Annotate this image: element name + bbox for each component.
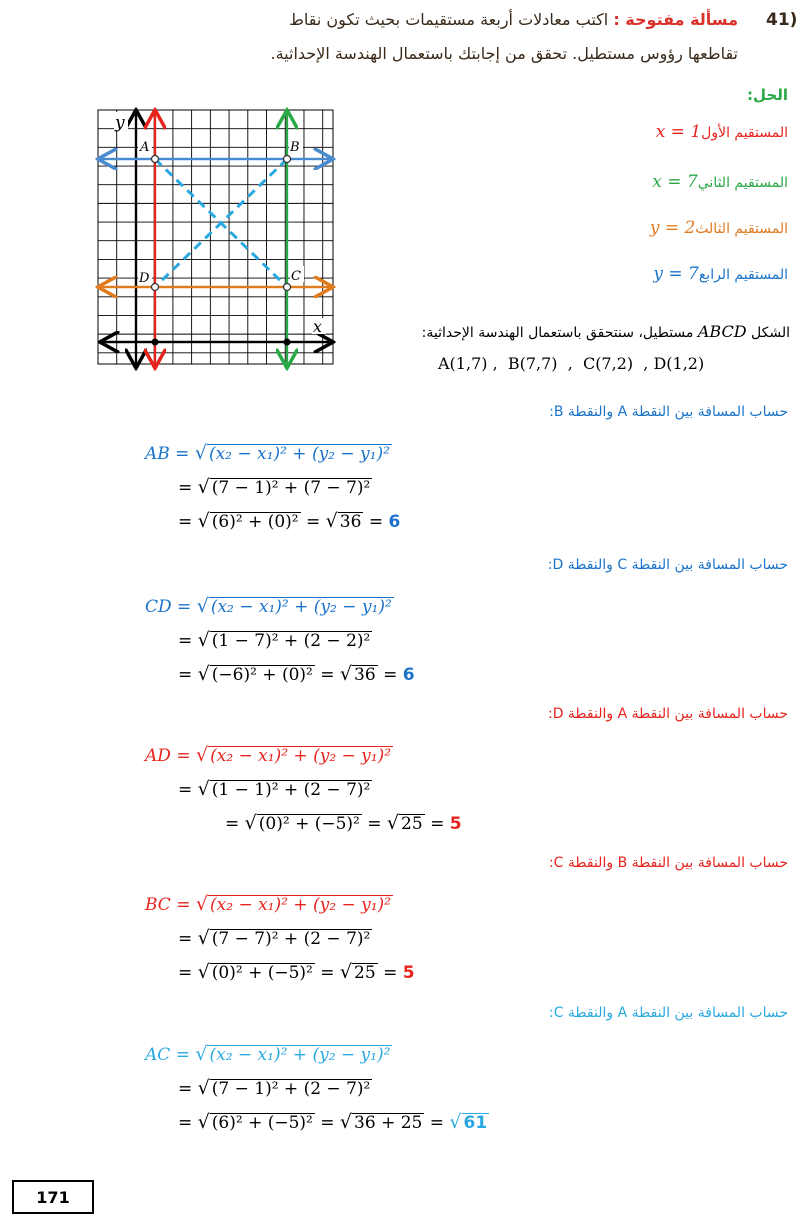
result-line-ab: = √ (6)² + (0)² = √ 36 = 6 bbox=[178, 510, 401, 532]
result-line-cd: = √ (−6)² + (0)² = √ 36 = 6 bbox=[178, 663, 415, 685]
page-number: 171 bbox=[12, 1180, 94, 1214]
formula-ac: AC = √ (x₂ − x₁)² + (y₂ − y₁)² bbox=[145, 1043, 391, 1065]
question-head: مسألة مفتوحة : bbox=[613, 10, 738, 29]
label-c: C bbox=[291, 269, 301, 284]
shape-statement: الشكل ABCD مستطيل، سنتحقق باستعمال الهندسة الإحداثية: bbox=[421, 322, 790, 341]
line-def-1: المستقيم الأولx = 1 bbox=[655, 122, 788, 142]
section-heading-bc: حساب المسافة بين النقطة B والنقطة C: bbox=[548, 855, 788, 871]
x-intercept-7 bbox=[284, 339, 291, 346]
distance-result: 61 bbox=[463, 1113, 488, 1133]
section-heading-cd: حساب المسافة بين النقطة C والنقطة D: bbox=[547, 557, 788, 573]
label-a: A bbox=[140, 140, 150, 155]
question-number: 41) bbox=[766, 10, 798, 30]
line-def-4: المستقيم الرابعy = 7 bbox=[653, 264, 788, 284]
solution-label: الحل: bbox=[747, 86, 788, 104]
distance-result: 5 bbox=[402, 963, 415, 983]
substitution-ad: = √ (1 − 1)² + (2 − 7)² bbox=[178, 778, 371, 800]
vertex-a bbox=[152, 156, 159, 163]
formula-ab: AB = √ (x₂ − x₁)² + (y₂ − y₁)² bbox=[145, 442, 390, 464]
section-heading-ab: حساب المسافة بين النقطة A والنقطة B: bbox=[549, 404, 788, 420]
substitution-cd: = √ (1 − 7)² + (2 − 2)² bbox=[178, 629, 371, 651]
result-line-ad: = √ (0)² + (−5)² = √ 25 = 5 bbox=[225, 812, 462, 834]
section-heading-ac: حساب المسافة بين النقطة A والنقطة C: bbox=[548, 1005, 788, 1021]
question-line-2: تقاطعها رؤوس مستطيل. تحقق من إجابتك باستعمال الهندسة الإحداثية. bbox=[270, 44, 738, 63]
label-x-axis: x bbox=[313, 317, 323, 336]
vertex-b bbox=[284, 156, 291, 163]
coordinate-graph bbox=[88, 100, 348, 372]
question-text-1: اكتب معادلات أربعة مستقيمات بحيث تكون نقاط bbox=[289, 10, 609, 29]
formula-cd: CD = √ (x₂ − x₁)² + (y₂ − y₁)² bbox=[145, 595, 392, 617]
distance-result: 6 bbox=[402, 665, 415, 685]
line-def-3: المستقيم الثالثy = 2 bbox=[649, 218, 788, 238]
section-heading-ad: حساب المسافة بين النقطة A والنقطة D: bbox=[547, 706, 788, 722]
distance-result: 5 bbox=[449, 814, 462, 834]
result-line-ac: = √ (6)² + (−5)² = √ 36 + 25 = √ 61 bbox=[178, 1111, 488, 1133]
substitution-bc: = √ (7 − 7)² + (2 − 7)² bbox=[178, 927, 371, 949]
x-intercept-1 bbox=[152, 339, 159, 346]
label-d: D bbox=[139, 271, 150, 286]
question-line-1 bbox=[289, 10, 738, 29]
formula-bc: BC = √ (x₂ − x₁)² + (y₂ − y₁)² bbox=[145, 893, 391, 915]
vertex-c bbox=[284, 284, 291, 291]
label-b: B bbox=[290, 140, 300, 155]
vertex-coordinates: A(1,7) , B(7,7) , C(7,2) , D(1,2) bbox=[438, 354, 705, 373]
label-y-axis: y bbox=[115, 113, 125, 133]
formula-ad: AD = √ (x₂ − x₁)² + (y₂ − y₁)² bbox=[145, 744, 392, 766]
substitution-ab: = √ (7 − 1)² + (7 − 7)² bbox=[178, 476, 371, 498]
line-def-2: المستقيم الثانيx = 7 bbox=[652, 172, 788, 192]
result-line-bc: = √ (0)² + (−5)² = √ 25 = 5 bbox=[178, 961, 415, 983]
distance-result: 6 bbox=[388, 512, 401, 532]
substitution-ac: = √ (7 − 1)² + (2 − 7)² bbox=[178, 1077, 371, 1099]
vertex-d bbox=[152, 284, 159, 291]
